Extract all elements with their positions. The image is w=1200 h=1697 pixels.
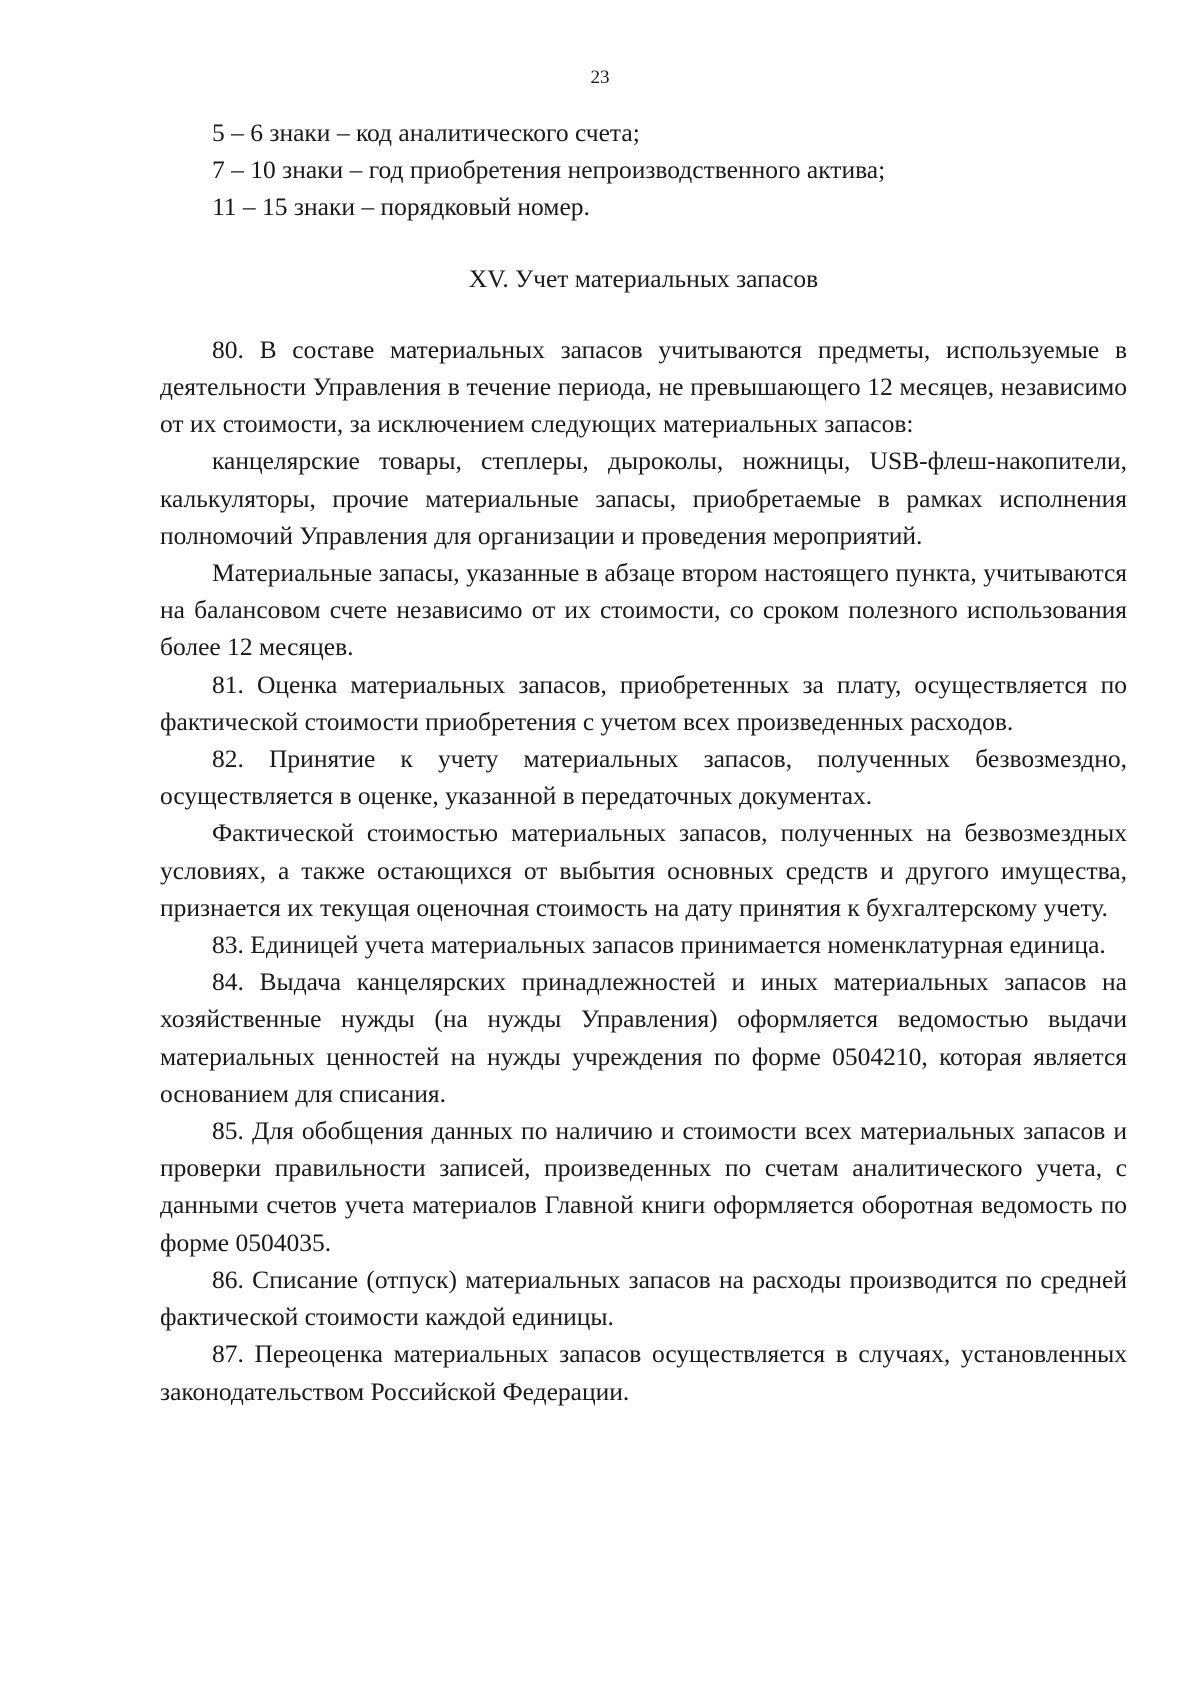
paragraph-83: 83. Единицей учета материальных запасов принимается номенклатурная единица. (212, 930, 1106, 960)
list-item: 5 – 6 знаки – код аналитического счета; (212, 118, 640, 147)
paragraph-81: 81. Оценка материальных запасов, приобретенных за плату, осуществляется по фактической стоимости приобретения с учетом всех произведенных расходов. (160, 669, 1127, 736)
paragraph-86: 86. Списание (отпуск) материальных запасов на расходы производится по средней фактической стоимости каждой единицы. (160, 1264, 1127, 1332)
paragraph-87: 87. Переоценка материальных запасов осуществляется в случаях, установленных законодательством Российской Федерации. (160, 1339, 1127, 1406)
paragraph-85: 85. Для обобщения данных по наличию и стоимости всех материальных запасов и проверки правильности записей, произведенных по счетам аналитического учета, с данными счетов учета материалов Главной книги оформляется оборотная ведомость по форме 0504035. (160, 1116, 1127, 1257)
list-item: 11 – 15 знаки – порядковый номер. (212, 192, 590, 222)
paragraph-82-note: Фактической стоимостью материальных запасов, полученных на безвозмездных условиях, а также остающихся от выбытия основных средств и другого имущества, признается их текущая оценочная стоимость на дату принятия к бухгалтерскому учету. (160, 818, 1127, 922)
paragraph-82: 82. Принятие к учету материальных запасов, полученных безвозмездно, осуществляется в оценке, указанной в передаточных документах. (160, 744, 1127, 811)
paragraph-80-list: канцелярские товары, степлеры, дыроколы, ножницы, USB-флеш-накопители, калькуляторы, прочие материальные запасы, приобретаемые в рамках исполнения полномочий Управления для организации и проведения мероприятий. (160, 446, 1127, 550)
document-body (160, 114, 1127, 1410)
section-title: XV. Учет материальных запасов (468, 263, 819, 293)
paragraph-84: 84. Выдача канцелярских принадлежностей и иных материальных запасов на хозяйственные нужды (на нужды Управления) оформляется ведомостью выдачи материальных ценностей на нужды учреждения по форме 0504210, которая является основанием для списания. (160, 967, 1127, 1108)
paragraph-80-note: Материальные запасы, указанные в абзаце втором настоящего пункта, учитываются на балансовом счете независимо от их стоимости, со сроком полезного использования более 12 месяцев. (160, 558, 1127, 662)
paragraph-80: 80. В составе материальных запасов учитываются предметы, используемые в деятельности Управления в течение периода, не превышающего 12 месяцев, независимо от их стоимости, за исключением следующих материальных запасов: (160, 334, 1127, 439)
list-item: 7 – 10 знаки – год приобретения непроизводственного актива; (212, 155, 886, 185)
page-number: 23 (590, 67, 610, 88)
